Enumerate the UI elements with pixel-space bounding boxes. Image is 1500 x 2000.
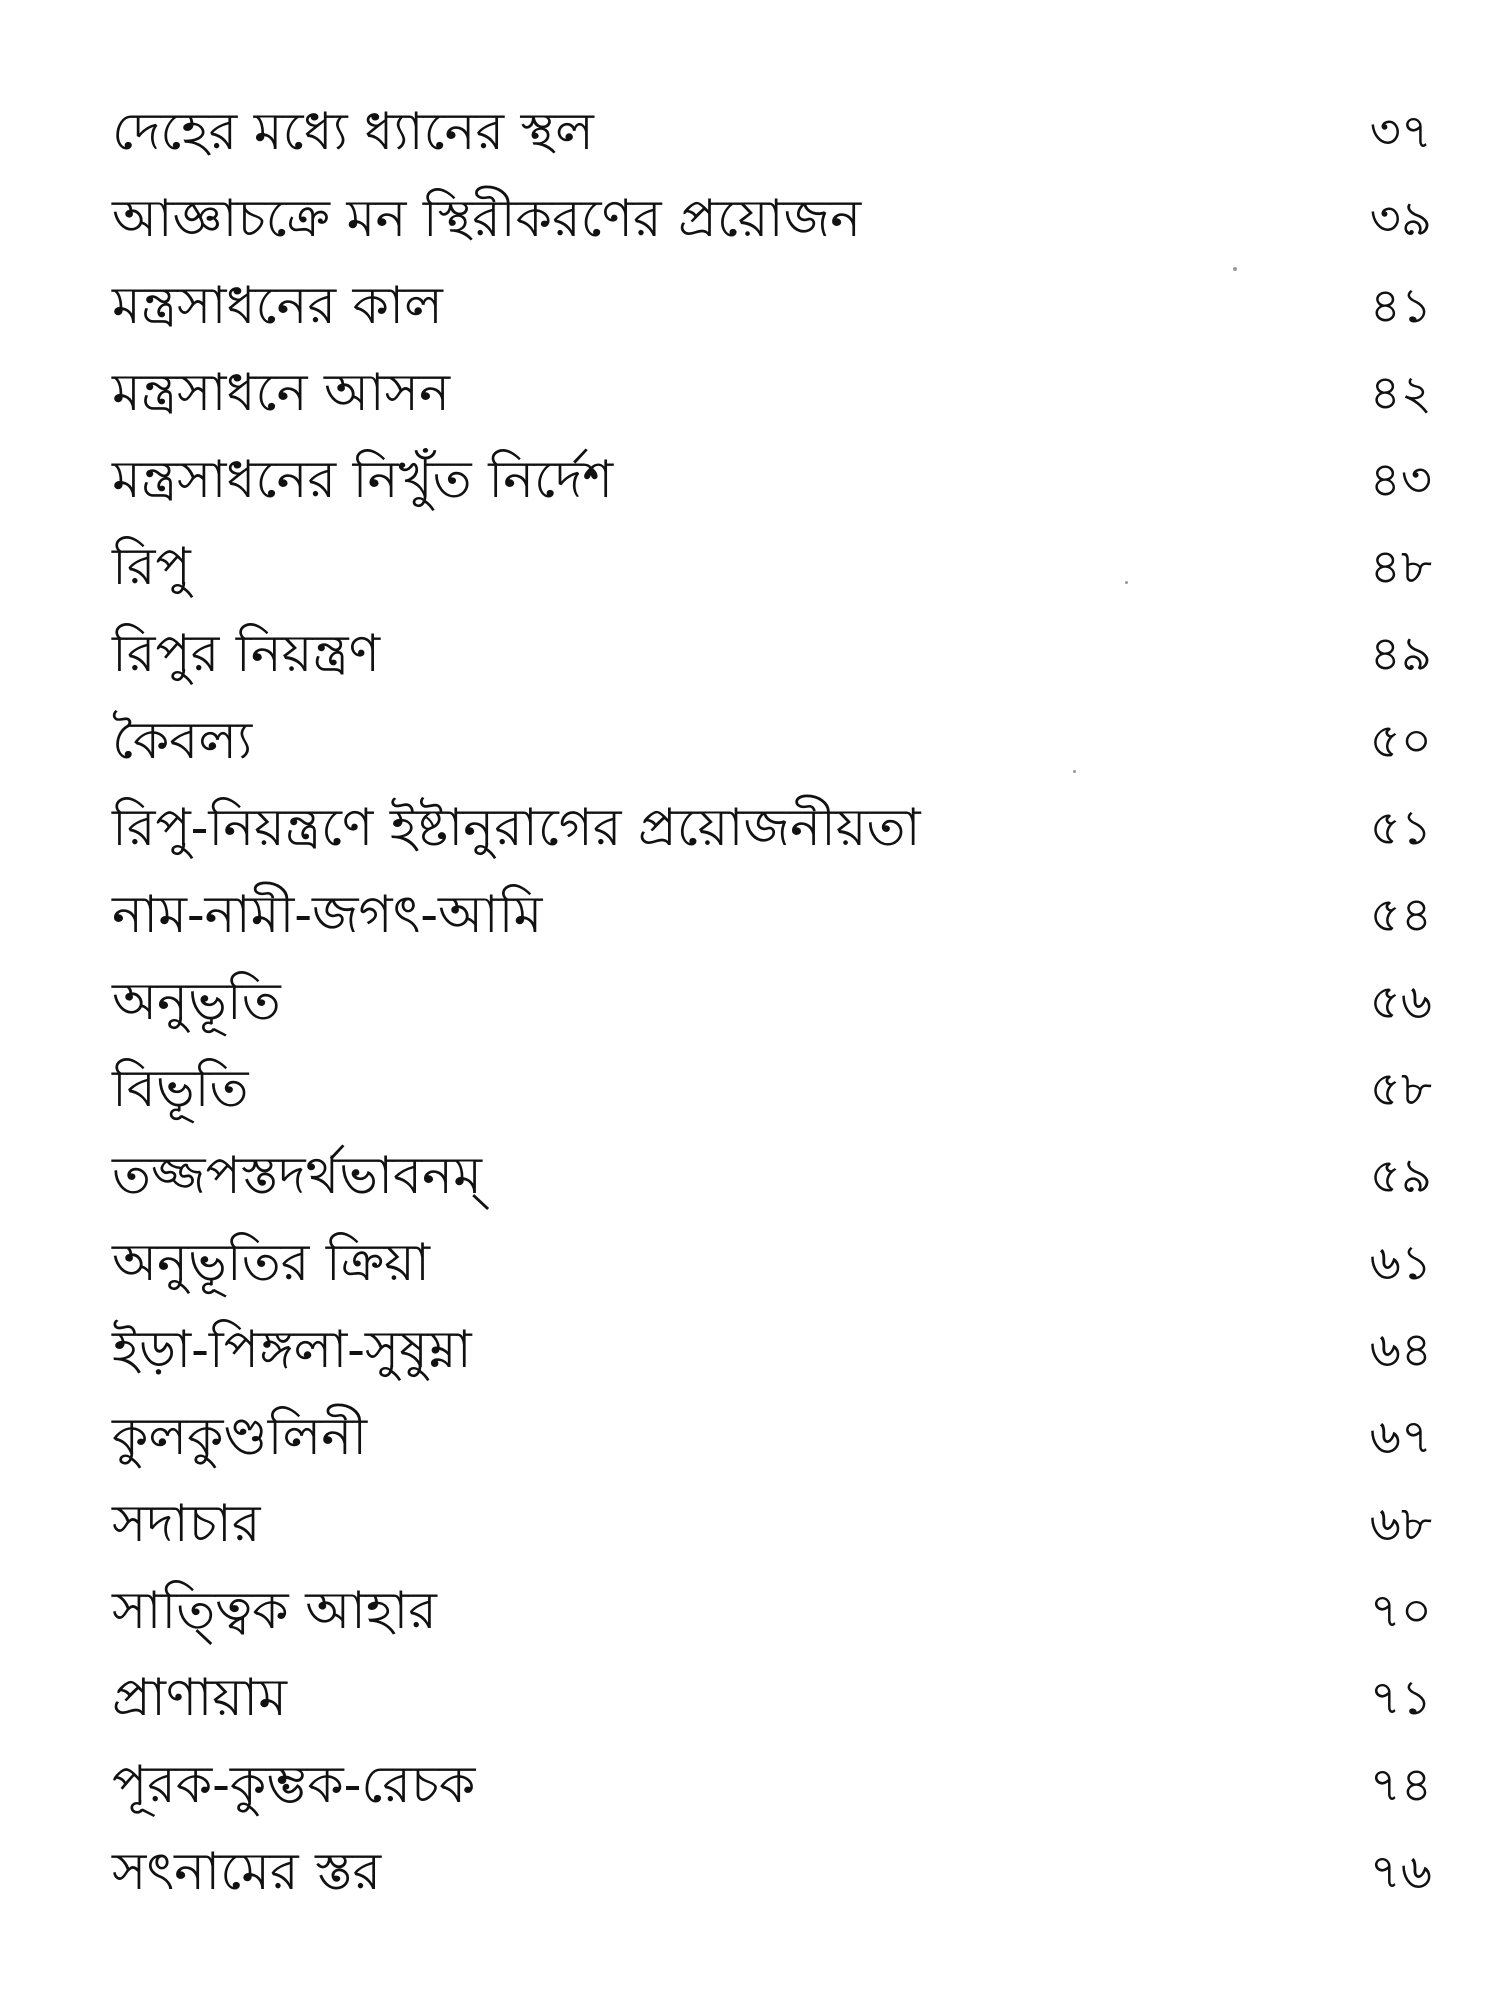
toc-entry-page: ৪৩ (1369, 451, 1432, 508)
toc-entry-page: ৭১ (1369, 1669, 1432, 1726)
toc-entry-page: ৫৬ (1369, 973, 1432, 1030)
toc-entry-page: ৭৪ (1369, 1756, 1432, 1813)
toc-entry-title: রিপু-নিয়ন্ত্রণে ইষ্টানুরাগের প্রয়োজনীয়তা (112, 797, 921, 858)
toc-row (112, 1480, 1432, 1567)
toc-entry-page: ৫৯ (1369, 1147, 1432, 1204)
toc-entry-page: ৬৭ (1369, 1408, 1432, 1465)
toc-row (112, 1567, 1432, 1654)
toc-entry-page: ৬১ (1369, 1234, 1432, 1291)
toc-row (112, 1306, 1432, 1393)
toc-entry-title: পূরক-কুম্ভক-রেচক (112, 1754, 476, 1815)
toc-row (112, 1828, 1432, 1915)
toc-entry-page: ৫০ (1369, 712, 1432, 769)
paper-speck (1233, 267, 1237, 271)
toc-row (112, 262, 1432, 349)
toc-entry-page: ৬৪ (1369, 1321, 1432, 1378)
toc-entry-title: বিভূতি (112, 1058, 249, 1119)
toc-row (112, 958, 1432, 1045)
toc-entry-page: ৩৯ (1369, 190, 1432, 247)
toc-entry-title: প্রাণায়াম (112, 1667, 288, 1728)
toc-row (112, 1654, 1432, 1741)
toc-entry-page: ৪২ (1369, 364, 1432, 421)
toc-row (112, 349, 1432, 436)
toc-row (112, 175, 1432, 262)
toc-row (112, 610, 1432, 697)
toc-entry-page: ৫৮ (1369, 1060, 1432, 1117)
toc-entry-page: ৪৯ (1369, 625, 1432, 682)
toc-entry-title: মন্ত্রসাধনের কাল (112, 275, 443, 336)
table-of-contents (112, 88, 1432, 1915)
toc-entry-title: কৈবল্য (112, 710, 253, 771)
toc-entry-title: মন্ত্রসাধনে আসন (112, 362, 451, 423)
toc-entry-title: রিপু (112, 536, 191, 597)
toc-entry-title: তজ্জপস্তদর্থভাবনম্ (112, 1145, 482, 1206)
paper-speck (1125, 581, 1128, 584)
toc-row (112, 1393, 1432, 1480)
toc-entry-title: দেহের মধ্যে ধ্যানের স্থল (112, 101, 594, 162)
toc-row (112, 523, 1432, 610)
toc-entry-page: ৪৮ (1369, 538, 1432, 595)
toc-row (112, 784, 1432, 871)
toc-entry-page: ৭০ (1369, 1582, 1432, 1639)
toc-entry-title: অনুভূতি (112, 971, 281, 1032)
toc-row (112, 1132, 1432, 1219)
toc-row (112, 871, 1432, 958)
toc-entry-title: নাম-নামী-জগৎ-আমি (112, 884, 543, 945)
toc-entry-page: ৩৭ (1369, 103, 1432, 160)
toc-entry-page: ৫১ (1369, 799, 1432, 856)
toc-row (112, 1219, 1432, 1306)
toc-row (112, 436, 1432, 523)
paper-speck (1073, 770, 1076, 773)
toc-entry-title: সদাচার (112, 1493, 261, 1554)
toc-entry-page: ৪১ (1369, 277, 1432, 334)
toc-entry-title: সৎনামের স্তর (112, 1841, 382, 1902)
toc-row (112, 1741, 1432, 1828)
toc-entry-title: ইড়া-পিঙ্গলা-সুষুম্না (112, 1319, 472, 1380)
toc-row (112, 697, 1432, 784)
toc-row (112, 1045, 1432, 1132)
toc-entry-title: রিপুর নিয়ন্ত্রণ (112, 623, 381, 684)
toc-entry-title: সাত্ত্বিক আহার (112, 1580, 437, 1641)
toc-entry-page: ৭৬ (1369, 1843, 1432, 1900)
toc-entry-page: ৫৪ (1369, 886, 1432, 943)
toc-entry-title: আজ্ঞাচক্রে মন স্থিরীকরণের প্রয়োজন (112, 188, 862, 249)
toc-entry-title: কুলকুণ্ডলিনী (112, 1406, 368, 1467)
toc-entry-title: অনুভূতির ক্রিয়া (112, 1232, 430, 1293)
toc-entry-title: মন্ত্রসাধনের নিখুঁত নির্দেশ (112, 449, 614, 510)
toc-row (112, 88, 1432, 175)
toc-entry-page: ৬৮ (1369, 1495, 1432, 1552)
